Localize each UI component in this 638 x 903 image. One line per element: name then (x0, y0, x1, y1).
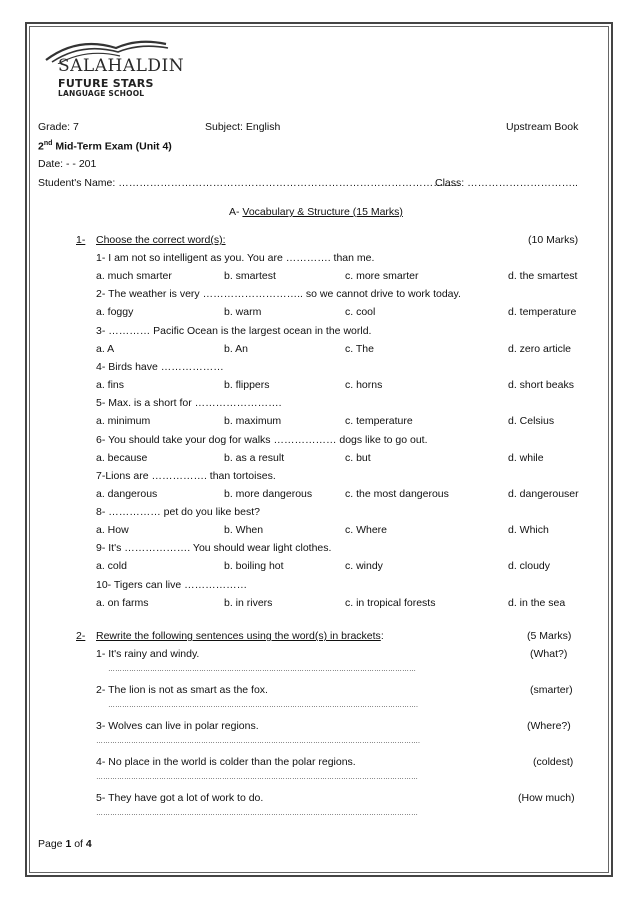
bracket-hint: (Where?) (527, 720, 571, 732)
rewrite-sentence: 5- They have got a lot of work to do. (96, 792, 264, 804)
bracket-hint: (What?) (530, 648, 568, 660)
exam-title-rest: Mid-Term Exam (Unit 4) (52, 140, 172, 153)
student-name-field: Student's Name: …………………………………………………………………………………….. (38, 177, 461, 189)
rewrite-sentence: 2- The lion is not as smart as the fox. (96, 684, 268, 696)
answer-option[interactable]: d. zero article (508, 342, 572, 355)
answer-option[interactable]: d. short beaks (508, 378, 574, 391)
subject-label: Subject: English (205, 121, 281, 133)
question-stem: 5- Max. is a short for ……………………. (96, 397, 282, 410)
question-stem: 10- Tigers can live ……………… (96, 578, 248, 591)
logo-line1: SALAHALDIN (58, 56, 185, 76)
answer-option[interactable]: a. on farms (96, 596, 149, 609)
question-stem: 3- ………… Pacific Ocean is the largest ocean in the world. (96, 324, 372, 337)
answer-option[interactable]: a. cold (96, 560, 127, 573)
q2-colon: : (380, 630, 384, 642)
answer-option[interactable]: c. the most dangerous (345, 487, 449, 500)
logo-line2: FUTURE STARS (58, 77, 154, 90)
school-logo (38, 34, 198, 100)
q2-instruction-line (96, 630, 384, 642)
answer-option[interactable]: a. minimum (96, 415, 151, 428)
question-stem: 7-Lions are ……………. than tortoises. (96, 469, 276, 482)
answer-option[interactable]: d. Celsius (508, 415, 555, 428)
answer-option[interactable]: d. while (508, 451, 544, 464)
bracket-hint: (How much) (518, 792, 575, 804)
page-footer (38, 838, 92, 850)
answer-option[interactable]: b. more dangerous (224, 487, 313, 500)
page-word: Page (38, 838, 66, 850)
answer-option[interactable]: b. in rivers (224, 596, 273, 609)
answer-line[interactable]: …………………………………………………………………………………………………………………… (108, 666, 416, 673)
answer-option[interactable]: c. cool (345, 306, 376, 319)
book-label: Upstream Book (506, 121, 579, 133)
rewrite-sentence: 4- No place in the world is colder than the polar regions. (96, 756, 356, 768)
answer-option[interactable]: a. because (96, 451, 148, 464)
page-total: 4 (85, 838, 92, 850)
question-stem: 4- Birds have ……………… (96, 360, 224, 373)
q1-marks: (10 Marks) (528, 234, 579, 246)
question-stem: 2- The weather is very ……………………….. so we cannot drive to work today. (96, 288, 461, 301)
answer-option[interactable]: a. much smarter (96, 270, 172, 282)
answer-line[interactable]: …………………………………………………………………………………………………………………………. (96, 738, 420, 745)
page-number: 1 (65, 838, 72, 850)
section-a-heading (229, 206, 403, 218)
grade-label: Grade: 7 (38, 121, 79, 133)
question-stem: 6- You should take your dog for walks ……………… dogs like to go out. (96, 433, 428, 446)
exam-title (38, 140, 172, 153)
answer-option[interactable]: d. dangerouser (508, 487, 579, 500)
answer-option[interactable]: b. warm (224, 306, 262, 319)
exam-ordinal: nd (43, 140, 53, 147)
q1-number: 1- (76, 234, 86, 246)
answer-option[interactable]: d. in the sea (508, 596, 566, 609)
answer-option[interactable]: b. flippers (224, 378, 270, 391)
bracket-hint: (coldest) (533, 756, 574, 768)
date-field: Date: - - 201 (38, 158, 97, 170)
answer-option[interactable]: c. more smarter (345, 270, 419, 282)
rewrite-sentence: 3- Wolves can live in polar regions. (96, 720, 259, 732)
answer-option[interactable]: a. foggy (96, 306, 134, 319)
answer-option[interactable]: c. horns (345, 378, 383, 391)
answer-option[interactable]: b. boiling hot (224, 560, 284, 573)
answer-option[interactable]: a. A (96, 342, 115, 355)
question-stem: 9- It's ………………. You should wear light clothes. (96, 542, 332, 555)
answer-line[interactable]: ………………………………………………………………………………………………………………………… (96, 774, 418, 781)
q2-number: 2- (76, 630, 86, 642)
question-stem: 8- …………… pet do you like best? (96, 506, 260, 519)
q2-instruction: Rewrite the following sentences using the word(s) in brackets (96, 630, 381, 642)
answer-option[interactable]: c. temperature (345, 415, 413, 428)
of-word: of (71, 838, 86, 850)
answer-option[interactable]: c. Where (345, 524, 388, 537)
answer-option[interactable]: c. in tropical forests (345, 596, 436, 609)
answer-option[interactable]: c. windy (345, 560, 383, 573)
exam-number: 2 (38, 140, 44, 153)
question-stem: 1- I am not so intelligent as you. You are …………. than me. (96, 252, 375, 264)
answer-option[interactable]: a. dangerous (96, 487, 158, 500)
answer-option[interactable]: b. An (224, 342, 248, 355)
q2-marks: (5 Marks) (527, 630, 572, 642)
answer-option[interactable]: b. smartest (224, 270, 276, 282)
rewrite-sentence: 1- It's rainy and windy. (96, 648, 200, 660)
answer-option[interactable]: b. as a result (224, 451, 285, 464)
bracket-hint: (smarter) (530, 684, 573, 696)
answer-option[interactable]: a. How (96, 524, 129, 537)
answer-option[interactable]: d. Which (508, 524, 549, 537)
section-a-prefix: A- (229, 206, 243, 218)
answer-option[interactable]: a. fins (96, 378, 125, 391)
q1-instruction: Choose the correct word(s): (96, 234, 226, 246)
logo-line3: LANGUAGE SCHOOL (58, 89, 145, 98)
page-border-inner (29, 26, 609, 873)
answer-option[interactable]: d. temperature (508, 306, 577, 319)
class-field: Class: ………………………….. (435, 177, 578, 189)
answer-option[interactable]: d. cloudy (508, 560, 551, 573)
answer-option[interactable]: b. When (224, 524, 264, 537)
answer-option[interactable]: c. The (345, 342, 374, 355)
section-a-title: Vocabulary & Structure (15 Marks) (242, 206, 403, 218)
answer-line[interactable]: ………………………………………………………………………………………………………………………… (96, 810, 418, 817)
answer-option[interactable]: c. but (345, 451, 371, 464)
answer-option[interactable]: b. maximum (224, 415, 282, 428)
answer-line[interactable]: ……………………………………………………………………………………………………………………. (108, 702, 418, 709)
answer-option[interactable]: d. the smartest (508, 270, 578, 282)
